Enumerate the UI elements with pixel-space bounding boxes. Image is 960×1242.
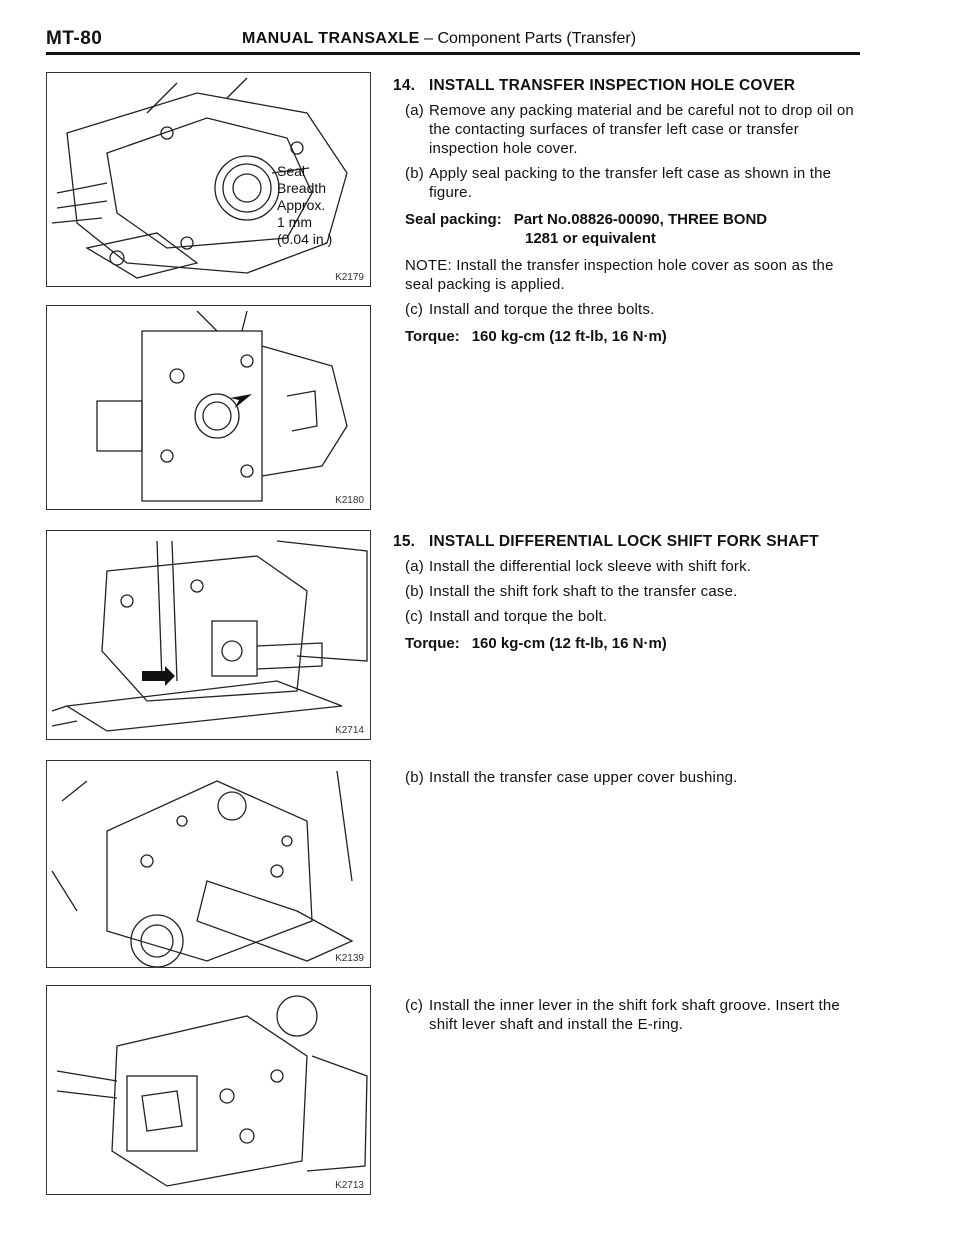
- figure-shift-fork-shaft: [46, 530, 371, 740]
- arrow-icon: [142, 666, 175, 686]
- hole-cover-illustration: [47, 306, 371, 510]
- bushing-illustration: [47, 761, 371, 968]
- shift-fork-illustration: [47, 531, 371, 740]
- figure-inner-lever: [46, 985, 371, 1195]
- page-title: MANUAL TRANSAXLE – Component Parts (Transfer): [242, 30, 637, 47]
- step-14-a: (a) Remove any packing material and be careful not to drop oil on the contacting surfaces of transfer left case or transfer inspection hole cover.: [405, 102, 854, 157]
- step-15: [393, 532, 863, 653]
- page-header: [46, 28, 860, 55]
- step-bushing-b: (b) Install the transfer case upper cover bushing.: [405, 769, 738, 786]
- figure-hole-cover-bolts: [46, 305, 371, 510]
- step-15-c: (c) Install and torque the bolt.: [405, 608, 608, 625]
- step-15-title: 15. INSTALL DIFFERENTIAL LOCK SHIFT FORK SHAFT: [393, 533, 819, 550]
- figure-code: K2713: [335, 1180, 364, 1191]
- step-14-c: (c) Install and torque the three bolts.: [405, 301, 655, 318]
- torque-spec: Torque: 160 kg-cm (12 ft-lb, 16 N·m): [405, 635, 667, 652]
- step-bushing: [393, 762, 863, 787]
- step-14: [393, 76, 863, 346]
- step-14-b: (b) Apply seal packing to the transfer left case as shown in the figure.: [405, 165, 832, 201]
- inner-lever-illustration: [47, 986, 371, 1195]
- figure-code: K2139: [335, 953, 364, 964]
- step-14-title: 14. INSTALL TRANSFER INSPECTION HOLE COVER: [393, 77, 796, 94]
- figure-seal-packing: [46, 72, 371, 287]
- figure-code: K2714: [335, 725, 364, 736]
- seal-packing-spec-2: 1281 or equivalent: [525, 230, 656, 247]
- step-14-note: NOTE: Install the transfer inspection hole cover as soon as the seal packing is applied.: [405, 257, 834, 293]
- step-15-b: (b) Install the shift fork shaft to the transfer case.: [405, 583, 738, 600]
- figure-code: K2180: [335, 495, 364, 506]
- seal-callout: Seal Breadth Approx. 1 mm (0.04 in.): [277, 163, 333, 247]
- figure-upper-cover-bushing: [46, 760, 371, 968]
- seal-packing-spec: Seal packing: Part No.08826-00090, THREE BOND: [405, 211, 768, 228]
- step-inner-lever: [393, 990, 863, 1034]
- page-code: MT-80: [46, 28, 103, 49]
- step-15-a: (a) Install the differential lock sleeve with shift fork.: [405, 558, 752, 575]
- figure-code: K2179: [335, 272, 364, 283]
- step-inner-lever-c: (c) Install the inner lever in the shift fork shaft groove. Insert the shift lever shaft and install the E-ring.: [405, 997, 840, 1033]
- torque-spec: Torque: 160 kg-cm (12 ft-lb, 16 N·m): [405, 328, 667, 345]
